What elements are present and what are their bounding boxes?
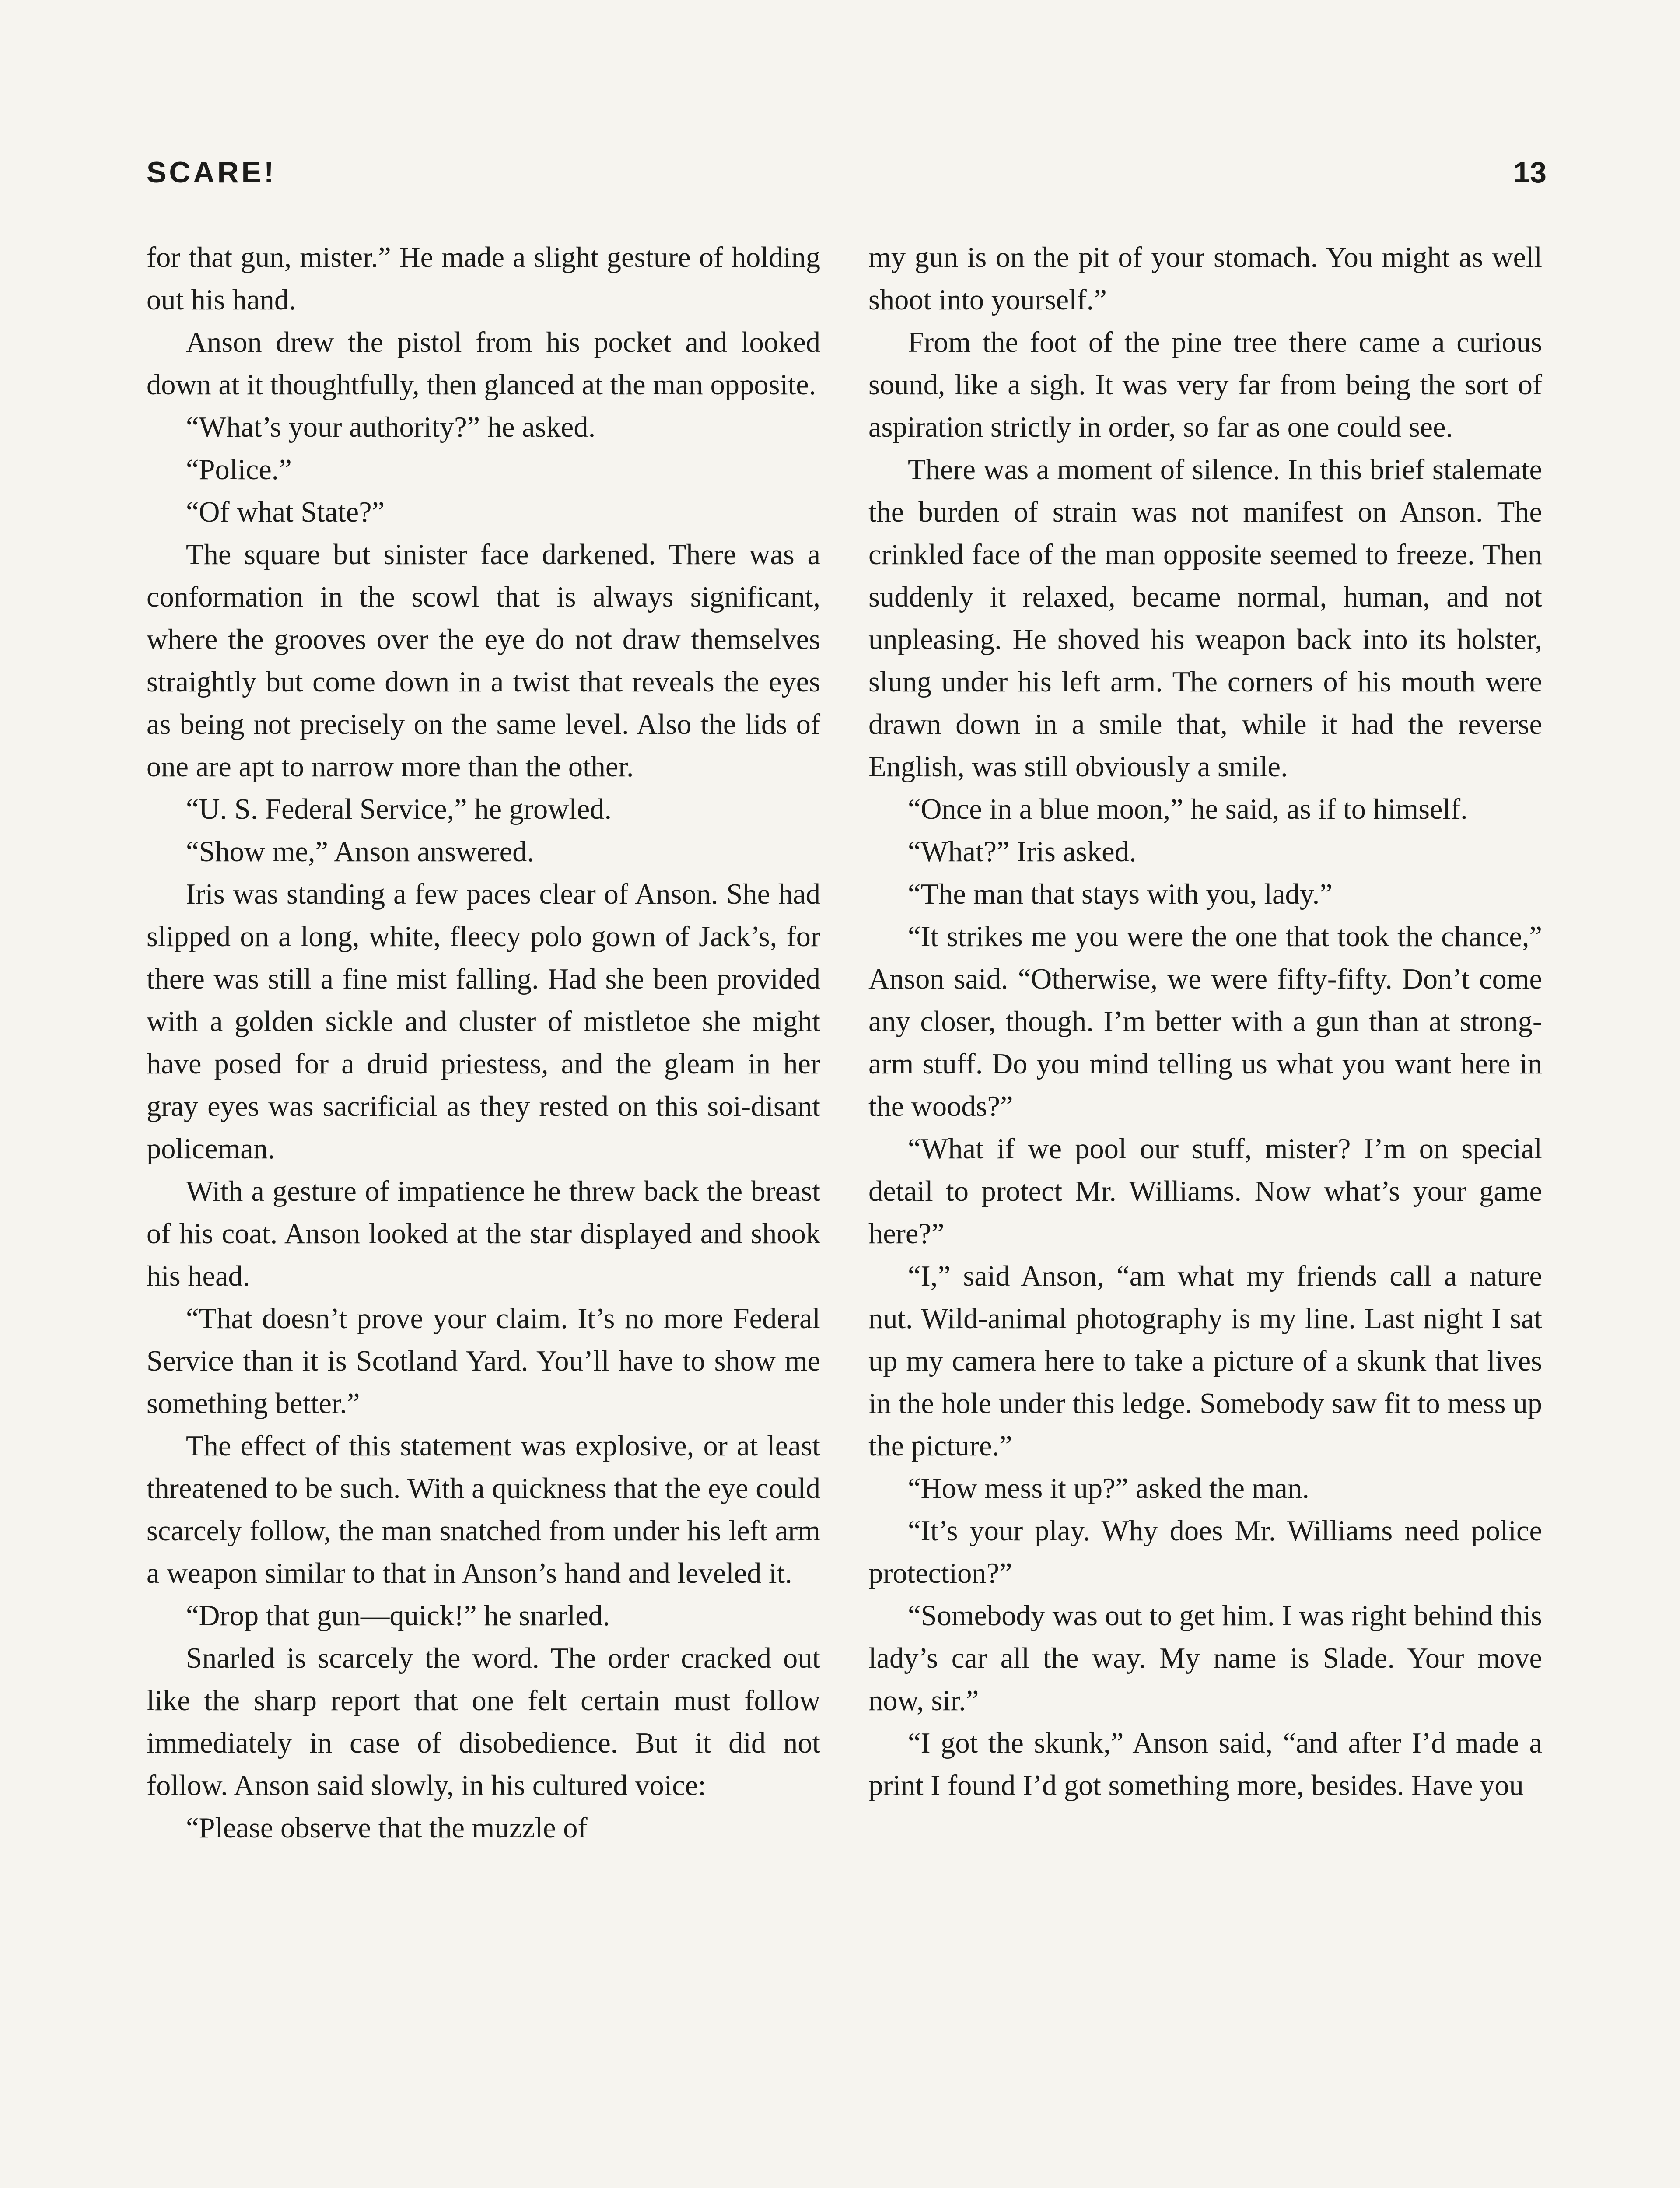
paragraph: “The man that stays with you, lady.” bbox=[908, 878, 1333, 910]
paragraph: With a gesture of impatience he threw back the breast of his coat. Anson looked at the star displayed and shook his head. bbox=[147, 1175, 820, 1292]
paragraph: “How mess it up?” asked the man. bbox=[908, 1473, 1309, 1504]
paragraph: The square but sinister face darkened. There was a conformation in the scowl that is always significant, where the grooves over the eye do not draw themselves straightly but come down in a twist that reveals the eyes as being not precisely on the same level. Also the lids of one are apt to narrow more than the other. bbox=[147, 539, 820, 783]
paragraph: “Please observe that the muzzle of bbox=[186, 1812, 588, 1844]
page-header bbox=[147, 155, 1547, 199]
running-head: SCARE! bbox=[147, 156, 276, 189]
paragraph: “Police.” bbox=[186, 454, 292, 486]
paragraph: Snarled is scarcely the word. The order cracked out like the sharp report that one felt certain must follow immediately in case of disobedience. But it did not follow. Anson said slowly, in his cultured voice: bbox=[147, 1642, 820, 1802]
paragraph: “It strikes me you were the one that took the chance,” Anson said. “Otherwise, we were fifty-fifty. Don’t come any closer, though. I’m better with a gun than at strong-arm stuff. Do you mind telling us what you want here in the woods?” bbox=[868, 921, 1542, 1122]
paragraph: “That doesn’t prove your claim. It’s no more Federal Service than it is Scotland Yard. You’ll have to show me something better.” bbox=[147, 1303, 820, 1420]
paragraph: There was a moment of silence. In this brief stalemate the burden of strain was not manifest on Anson. The crinkled face of the man opposite seemed to freeze. Then suddenly it relaxed, became normal, human, and not unpleasing. He shoved his weapon back into its holster, slung under his left arm. The corners of his mouth were drawn down in a smile that, while it had the reverse English, was still obviously a smile. bbox=[868, 454, 1542, 783]
paragraph: “What if we pool our stuff, mister? I’m on special detail to protect Mr. Williams. Now what’s your game here?” bbox=[868, 1133, 1542, 1250]
paragraph: “Drop that gun—quick!” he snarled. bbox=[186, 1600, 610, 1632]
left-column bbox=[147, 236, 820, 1849]
paragraph: From the foot of the pine tree there came a curious sound, like a sigh. It was very far from being the sort of aspiration strictly in order, so far as one could see. bbox=[868, 326, 1542, 443]
paragraph: Anson drew the pistol from his pocket and looked down at it thoughtfully, then glanced at the man opposite. bbox=[147, 326, 820, 401]
paragraph: “I,” said Anson, “am what my friends call a nature nut. Wild-animal photography is my line. Last night I sat up my camera here to take a picture of a skunk that lives in the hole under this ledge. Somebody saw fit to mess up the picture.” bbox=[868, 1260, 1542, 1462]
paragraph: The effect of this statement was explosive, or at least threatened to be such. With a quickness that the eye could scarcely follow, the man snatched from under his left arm a weapon similar to that in Anson’s hand and leveled it. bbox=[147, 1430, 820, 1589]
right-column bbox=[868, 236, 1542, 1807]
paragraph: Iris was standing a few paces clear of Anson. She had slipped on a long, white, fleecy polo gown of Jack’s, for there was still a fine mist falling. Had she been provided with a golden sickle and cluster of mistletoe she might have posed for a druid priestess, and the gleam in her gray eyes was sacrificial as they rested on this soi-disant policeman. bbox=[147, 878, 820, 1165]
paragraph: “What’s your authority?” he asked. bbox=[186, 411, 596, 443]
paragraph: “It’s your play. Why does Mr. Williams need police protection?” bbox=[868, 1515, 1542, 1589]
paragraph: “Of what State?” bbox=[186, 496, 385, 528]
paragraph: “Once in a blue moon,” he said, as if to himself. bbox=[908, 793, 1468, 825]
paragraph: “I got the skunk,” Anson said, “and after I’d made a print I found I’d got something more, besides. Have you bbox=[868, 1727, 1542, 1802]
page-number: 13 bbox=[1513, 156, 1547, 189]
paragraph: “U. S. Federal Service,” he growled. bbox=[186, 793, 612, 825]
paragraph: my gun is on the pit of your stomach. You might as well shoot into yourself.” bbox=[868, 242, 1542, 316]
paragraph: “Somebody was out to get him. I was right behind this lady’s car all the way. My name is Slade. Your move now, sir.” bbox=[868, 1600, 1542, 1717]
paragraph: for that gun, mister.” He made a slight gesture of holding out his hand. bbox=[147, 242, 820, 316]
paragraph: “What?” Iris asked. bbox=[908, 836, 1137, 868]
paragraph: “Show me,” Anson answered. bbox=[186, 836, 534, 868]
